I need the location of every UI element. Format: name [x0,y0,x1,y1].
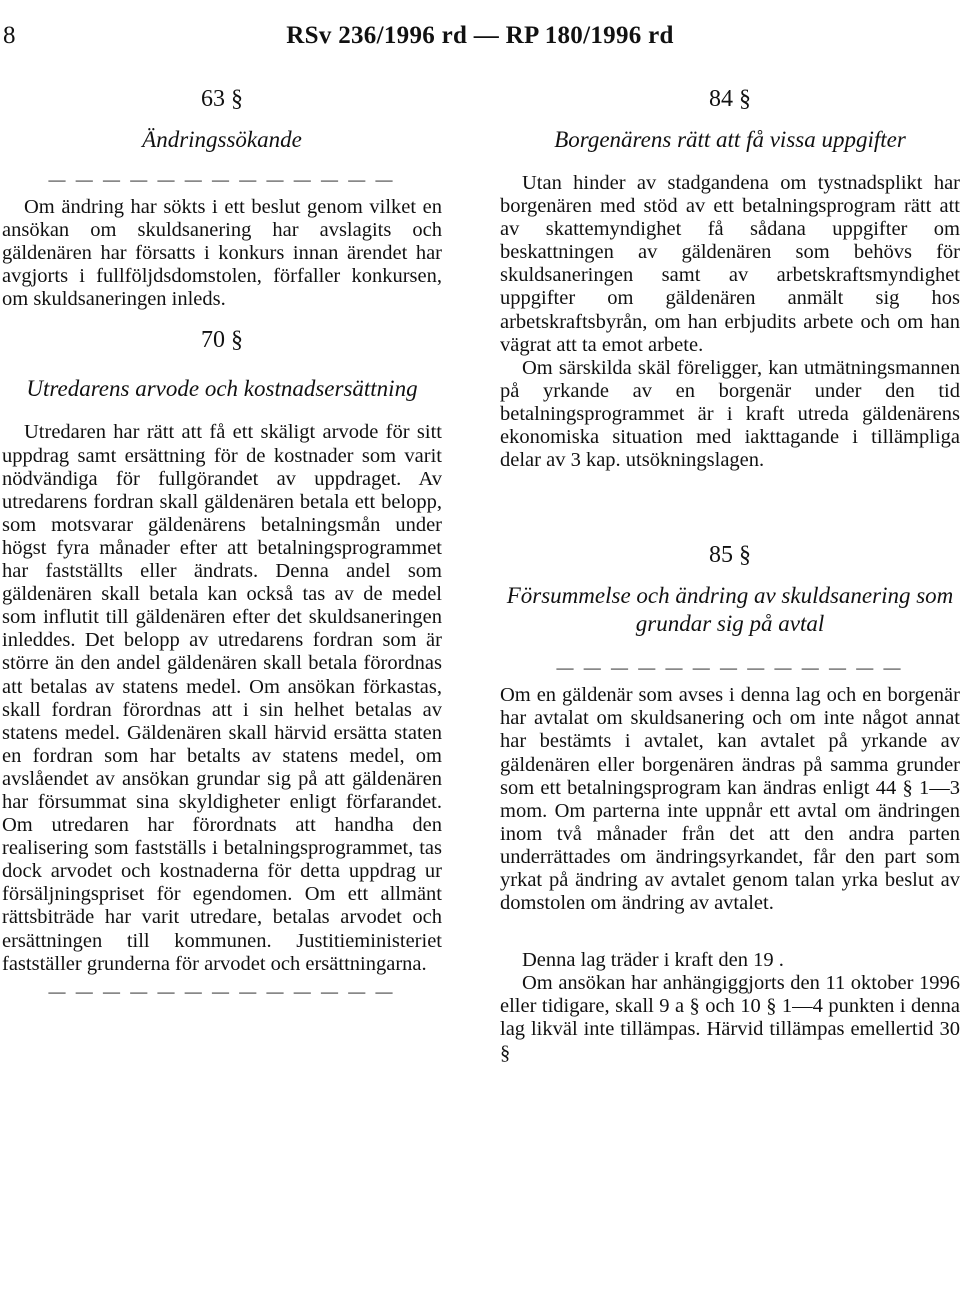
section-63-paragraph: Om ändring har sökts i ett beslut genom vilket en ansökan om skuldsanering har avslagits och gäldenären har försatts i konkurs innan ärendet har avgjorts i fullföljdsdomstolen, förfaller konkursen, om skuldsaneringen inleds. [2,196,442,311]
section-85-number: 85 § [709,542,751,569]
section-70-title: Utredarens arvode och kostnadsersättning [26,376,418,402]
section-84-number: 84 § [709,86,751,112]
section-63-body [2,196,442,311]
omission-separator: — — — — — — — — — — — — — [556,658,904,678]
right-column [500,84,960,1065]
entry-into-force-line: Denna lag träder i kraft den 19 . [522,949,784,972]
left-column [2,84,442,1002]
section-70-body [2,421,442,975]
section-84-title: Borgenärens rätt att få vissa uppgifter [554,127,906,152]
section-70-paragraph: Utredaren har rätt att få ett skäligt arvode för sitt uppdrag samt ersättning för de kostnader som varit nödvändiga för fullgörandet av uppdraget. Av utredarens fordran skall gäldenären betala ett belopp, som motsvarar gäldenärens betalningsmån under högst fyra månader efter att betalningsprogrammet har fastställts eller ändrats. Denna andel som gäldenären skall betala kan också tas av de medel som influtit till gäldenären efter det skuldsaneringen inleddes. Det belopp av utredarens fordran som är större än den andel gäldenären skall betala förordnas att betalas av statens medel. Om ansökan förkastas, skall fordran förordnas att i sin helhet betalas av statens medel. Gäldenären skall härvid ersätta staten en fordran som har betalts av statens medel, om avslåendet av ansökan grundar sig på att gäldenären har försummat sina skyldigheter enligt förfarandet. Om utredaren har förordnats att handha den realisering som fastställs i betalningsprogrammet, tas dock arvodet och kostnaderna för detta uppdrag ur försäljningspriset för egendomen. Om ett allmänt rättsbiträde har varit utredare, betalas arvodet och ersättningen till kommunen. Justitieministeriet fastställer grunderna för arvodet och ersättningarna. [2,421,442,975]
section-63-number: 63 § [201,86,243,112]
section-63-title: Ändringssökande [142,127,302,152]
entry-into-force [500,949,960,1064]
omission-separator: — — — — — — — — — — — — — [48,170,396,189]
page-number: 8 [3,22,16,49]
entry-into-force-paragraph: Om ansökan har anhängiggjorts den 11 oktober 1996 eller tidigare, skall 9 a § och 10 § 1—4 punkten i denna lag likväl inte tillämpas. Härvid tillämpas emellertid 30 § [500,972,960,1064]
section-84-paragraph-1: Utan hinder av stadgandena om tystnadsplikt har borgenären med stöd av ett betalningsprogram rätt att av skattemyndighet få sådana uppgifter om beskattningen av gäldenären som behövs för skuldsaneringen samt av arbetskraftsmyndighet uppgifter om gäldenären anmält sig hos arbetskraftsbyrån, om han erbjudits arbete och om han vägrat att ta emot arbete. [500,172,960,356]
section-85-body [500,684,960,915]
section-84-body [500,172,960,472]
section-85-title: Försummelse och ändring av skuldsanering som grundar sig på avtal [506,583,954,637]
section-70-number: 70 § [201,327,243,354]
omission-separator: — — — — — — — — — — — — — [48,981,396,1001]
section-84-paragraph-2: Om särskilda skäl föreligger, kan utmätningsmannen på yrkande av en borgenär under den tid betalningsprogrammet är i kraft utreda gäldenärens ekonomiska situation med iakttagande i tillämpliga delar av 3 kap. utsökningslagen. [500,356,960,472]
section-85-paragraph: Om en gäldenär som avses i denna lag och en borgenär har avtalat om skuldsanering och om inte något annat har bestämts i avtalet, kan avtalet på yrkande av gäldenären eller borgenären ändras på samma grunder som ett betalningsprogram kan ändras enligt 44 § 1—3 mom. Om parterna inte uppnår ett avtal om ändringen inom två månader från det att den andra parten underrättades om ändringsyrkandet, får den part som yrkat på ändring av avtalet genom talan yrka beslut av domstolen om ändring av avtalet. [500,684,960,915]
running-title: RSv 236/1996 rd — RP 180/1996 rd [286,22,674,49]
page-header [0,22,960,62]
